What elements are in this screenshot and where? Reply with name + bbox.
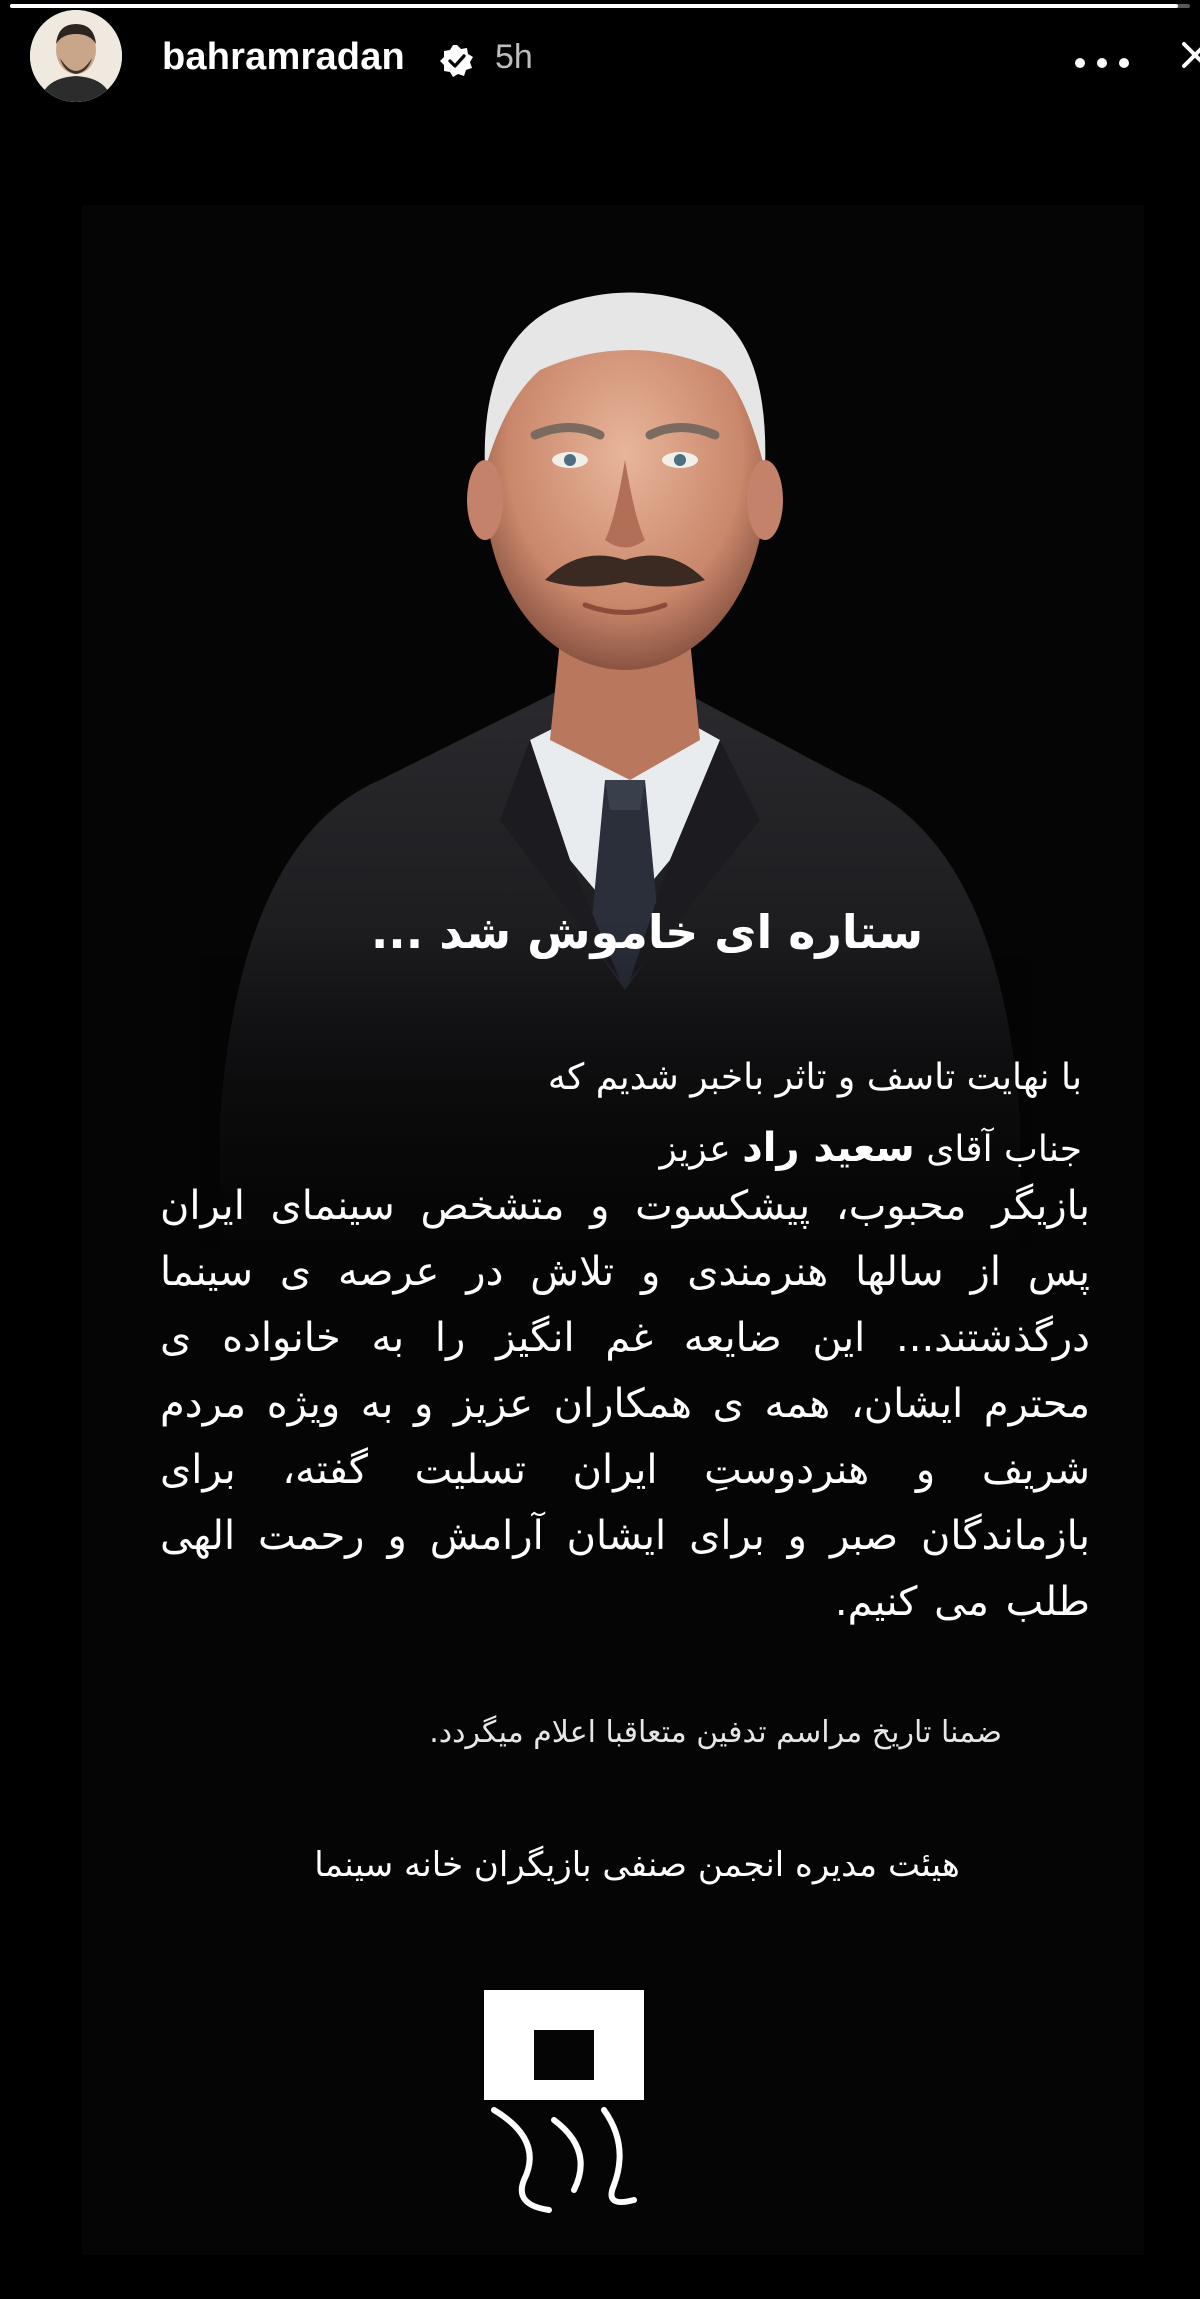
signature: هیئت مدیره انجمن صنفی بازیگران خانه سینما xyxy=(314,1845,960,1885)
story-content[interactable] xyxy=(82,205,1144,2255)
deceased-name: سعید راد xyxy=(742,1125,915,1171)
verified-badge-icon xyxy=(440,44,474,78)
funeral-note: ضمنا تاریخ مراسم تدفین متعاقبا اعلام میگردد. xyxy=(429,1715,1002,1750)
intro-prefix: جناب آقای xyxy=(926,1129,1082,1170)
headline: ستاره ای خاموش شد ... xyxy=(370,905,924,959)
announcement-intro xyxy=(382,1043,1082,1185)
intro-line-1: با نهایت تاسف و تاثر باخبر شدیم که xyxy=(547,1057,1082,1098)
post-timestamp: 5h xyxy=(495,38,533,76)
author-username[interactable]: bahramradan xyxy=(162,36,405,78)
announcement-body: بازیگر محبوب، پیشکسوت و متشخص سینمای ایران پس از سالها هنرمندی و تلاش در عرصه ی سینما درگذشتند... این ضایعه غم انگیز را به خانواده ی محترم ایشان، همه ی همکاران عزیز و به ویژه مردم شریف و هنردوستِ ایران تسلیت گفته، برای بازماندگان صبر و برای ایشان آرامش و رحمت الهی طلب می کنیم. xyxy=(160,1183,1090,1625)
story-header xyxy=(0,0,1200,120)
more-options-icon[interactable] xyxy=(1075,58,1129,72)
actors-guild-logo xyxy=(454,1970,674,2220)
intro-suffix: عزیز xyxy=(659,1129,731,1170)
close-icon[interactable] xyxy=(1180,40,1200,84)
avatar[interactable] xyxy=(30,10,122,102)
